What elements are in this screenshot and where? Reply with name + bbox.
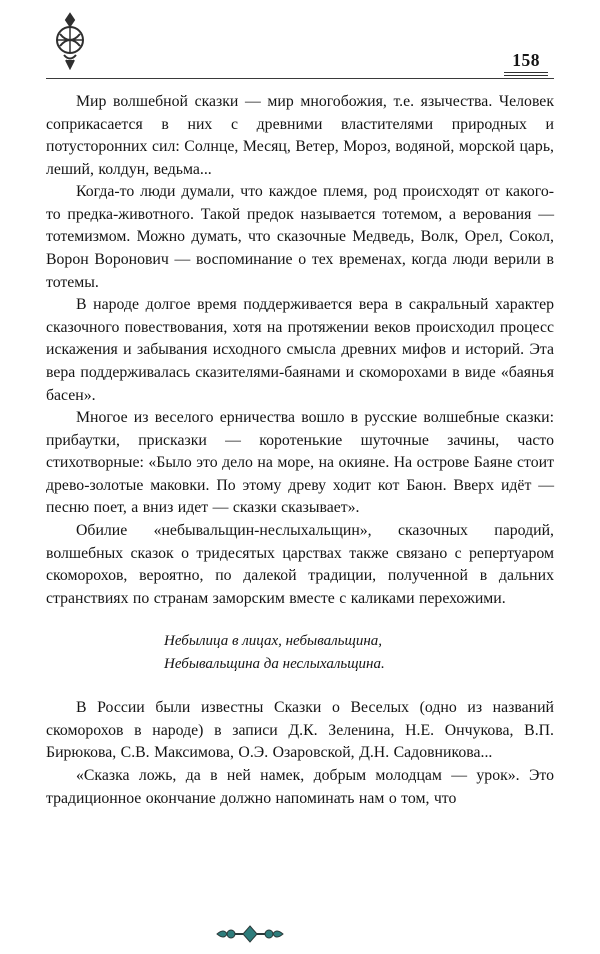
paragraph: Многое из веселого ерничества вошло в русские волшебные сказки: прибаутки, присказки — коротенькие шуточные зачины, часто стихотворные: «Было это дело на море, на окияне. На острове Баяне стоит древо-золотые маковки. По этому древу ходит кот Баюн. Вверх идёт — песню поет, а вниз идет — сказки сказывает». — [46, 409, 554, 517]
publisher-emblem-icon — [50, 12, 90, 70]
page-content — [46, 79, 554, 810]
paragraph: Обилие «небывальщин-неслыхальщин», сказочных пародий, волшебных сказок о тридесятых царствах также связано с репертуаром скоморохов, вероятно, по далекой традиции, полученной в дальних странствиях по странам заморским вместе с каликами перехожими. — [46, 521, 554, 607]
paragraph: Мир волшебной сказки — мир многобожия, т.е. язычества. Человек соприкасается в них с древними властителями природных и потусторонних сил: Солнце, Месяц, Ветер, Мороз, водяной, морской царь, леший, колдун, ведьма... — [46, 93, 554, 178]
verse-block — [164, 630, 554, 675]
paragraph: В народе долгое время поддерживается вера в сакральный характер сказочного повествования, хотя на протяжении веков происходил процесс искажения и забывания исходного смысла древних мифов и историй. Эта вера поддерживалась сказителями-баянами и скоморохами в виде «баянья басен». — [46, 296, 554, 404]
paragraph: Когда-то люди думали, что каждое племя, род происходят от какого-то предка-животного. Такой предок называется тотемом, а верования — тотемизмом. Можно думать, что сказочные Медведь, Волк, Орел, Сокол, Ворон Воронович — воспоминание о тех временах, когда люди верили в тотемы. — [46, 183, 554, 291]
footer-ornament-icon — [215, 924, 285, 944]
page-header — [46, 0, 554, 79]
paragraph: «Сказка ложь, да в ней намек, добрым молодцам — урок». Это традиционное окончание должно напоминать нам о том, что — [46, 767, 554, 807]
paragraph: В России были известны Сказки о Веселых (одно из названий скоморохов в народе) в записи Д.К. Зеленина, Н.Е. Ончукова, В.П. Бирюкова, С.В. Максимова, О.Э. Озаровской, Д.Н. Садовникова... — [46, 699, 554, 762]
page-number: 158 — [504, 50, 548, 76]
verse-line: Небылица в лицах, небывальщина, — [164, 633, 383, 650]
verse-line: Небывальщина да неслыхальщина. — [164, 655, 385, 672]
